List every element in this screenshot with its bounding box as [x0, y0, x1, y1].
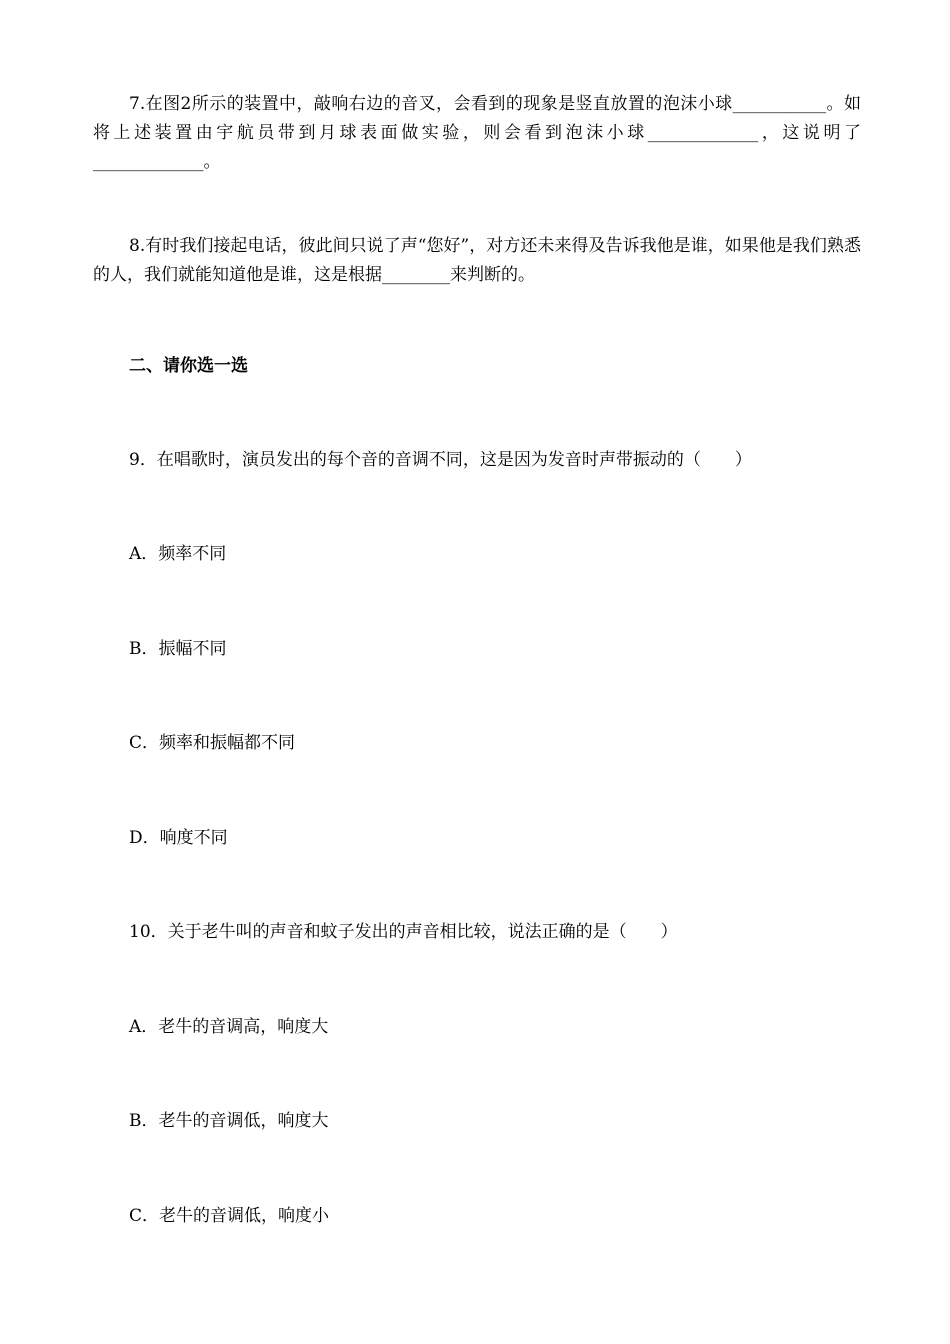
question-7-blank-a1: _________ [732, 94, 810, 114]
question-10-option-b: B．老牛的音调低，响度大 [129, 1111, 329, 1131]
question-10-stem: 10．关于老牛叫的声音和蚊子发出的声音相比较，说法正确的是（ ） [129, 922, 678, 942]
question-7-blank-a2: __ [809, 94, 827, 114]
question-7-text-a: 7.在图2所示的装置中，敲响右边的音叉，会看到的现象是竖直放置的泡沫小球 [129, 94, 733, 114]
question-9-option-d: D．响度不同 [129, 828, 228, 848]
question-10-option-c: C．老牛的音调低，响度小 [129, 1206, 330, 1226]
question-10-option-a: A．老牛的音调高，响度大 [129, 1017, 329, 1037]
question-7-text-c: ，这说明了 [758, 123, 861, 143]
question-8-blank: ________ [382, 265, 450, 285]
question-9-option-b: B．振幅不同 [129, 639, 227, 659]
question-8 [93, 232, 861, 290]
question-9-option-a: A．频率不同 [129, 544, 227, 564]
question-7-blank-b: _____________ [647, 123, 759, 143]
section-2-heading: 二、请你选一选 [129, 356, 248, 376]
question-7-text-b: 。如将上述装置由宇航员带到月球表面做实验，则会看到泡沫小球 [93, 94, 861, 143]
question-7 [93, 90, 861, 177]
question-9-stem: 9．在唱歌时，演员发出的每个音的音调不同，这是因为发音时声带振动的（ ） [129, 450, 752, 470]
question-9-option-c: C．频率和振幅都不同 [129, 733, 296, 753]
question-7-text-d: 。 [203, 152, 221, 172]
question-8-text-a: 8.有时我们接起电话，彼此间只说了声“您好”，对方还未来得及告诉我他是谁，如果他是我们熟悉的人，我们就能知道他是谁，这是根据 [93, 236, 861, 285]
question-7-blank-c: _____________ [93, 152, 204, 172]
question-8-text-b: 来判断的。 [450, 265, 535, 285]
